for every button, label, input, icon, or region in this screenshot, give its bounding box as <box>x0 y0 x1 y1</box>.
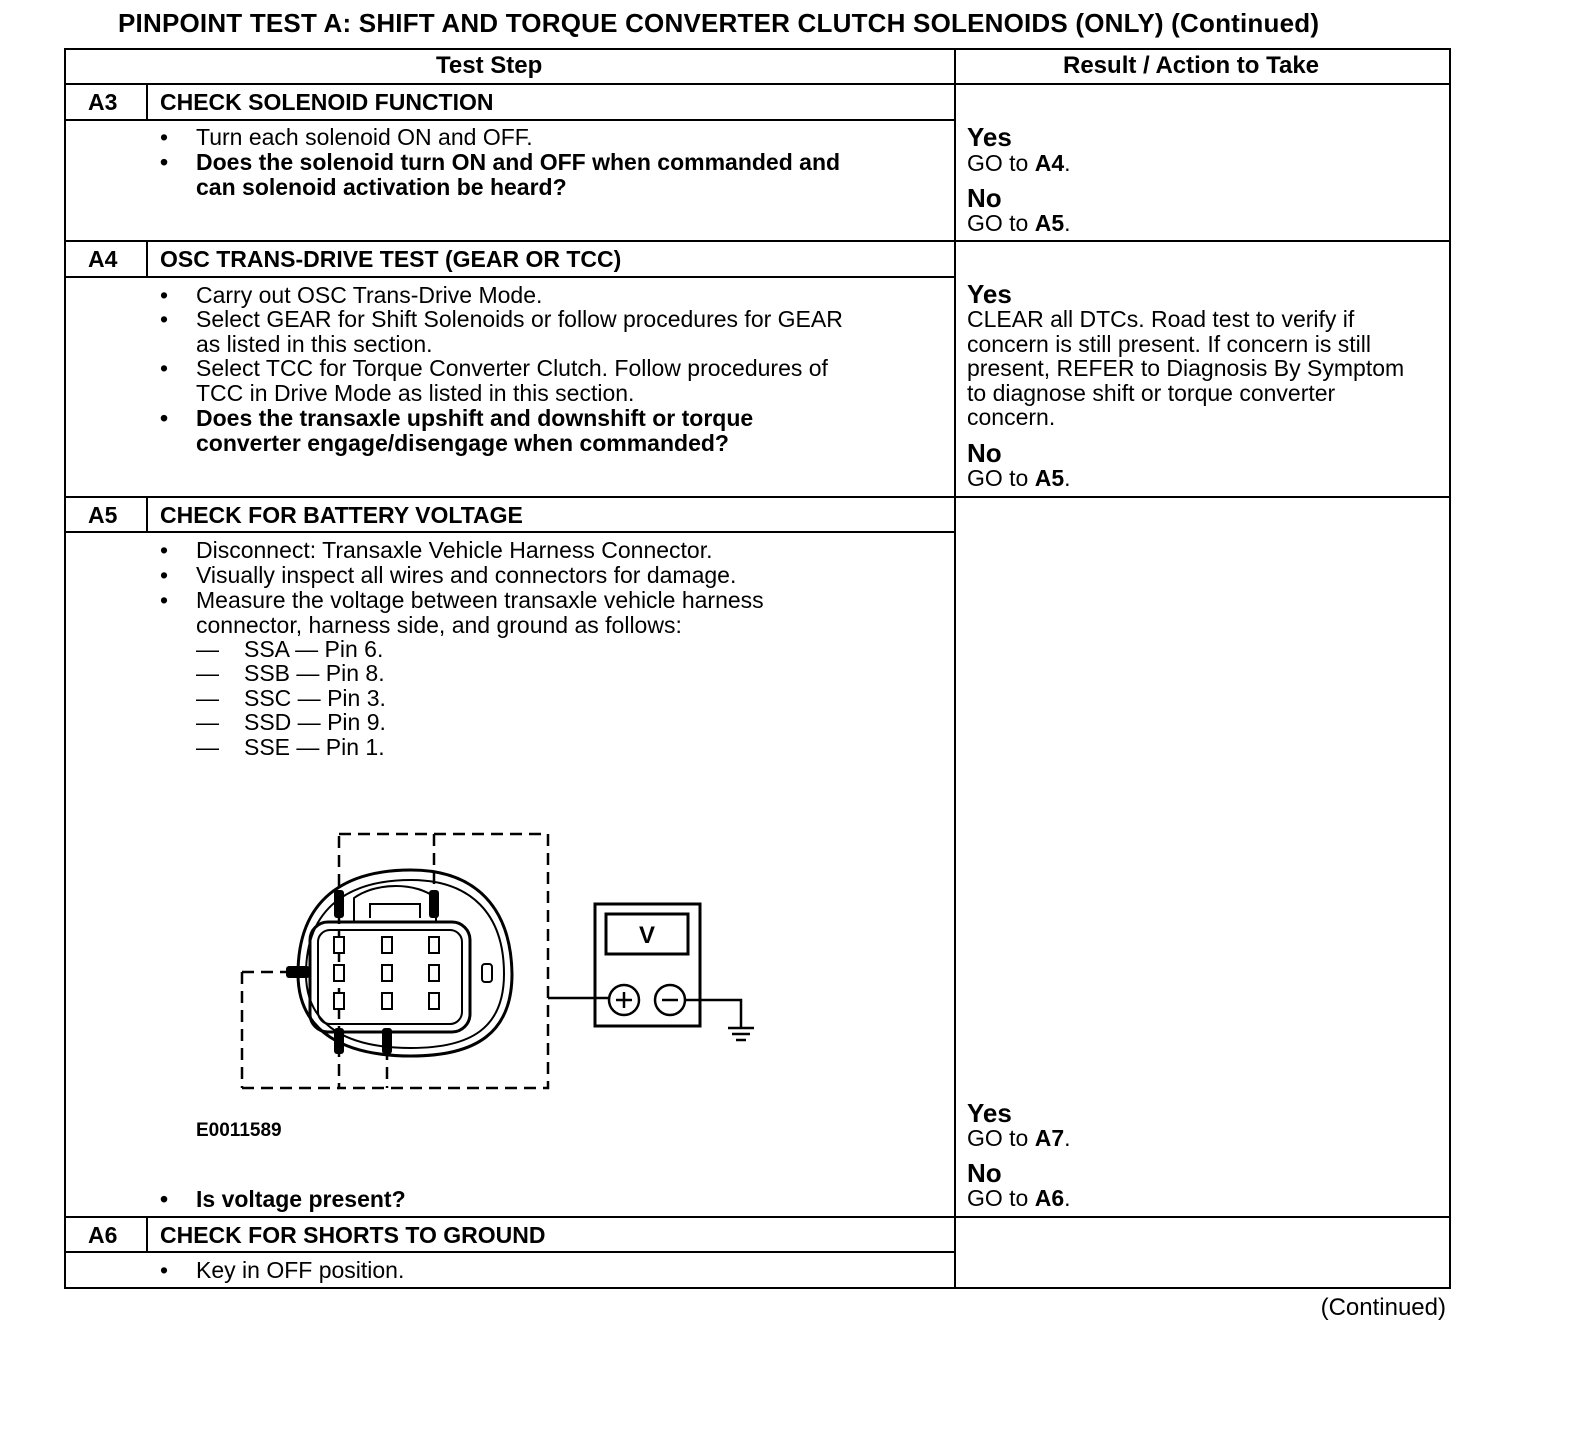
pin-item: — SSB — Pin 8. <box>196 660 385 686</box>
step-link[interactable]: A5 <box>1034 465 1065 491</box>
step-id-divider <box>146 241 148 277</box>
step-bullet: • Select GEAR for Shift Solenoids or follow procedures for GEAR as listed in this section. <box>160 306 843 357</box>
page-title: PINPOINT TEST A: SHIFT AND TORQUE CONVERTER CLUTCH SOLENOIDS (ONLY) (Continued) <box>118 8 1320 38</box>
probe-lead-dashed <box>339 834 548 1088</box>
harness-connector <box>298 870 512 1056</box>
row-divider <box>64 531 955 533</box>
result-no-action: GO to A6. <box>967 1185 1071 1211</box>
header-test-step: Test Step <box>436 52 543 79</box>
step-bullet: • Select TCC for Torque Converter Clutch. Follow procedures of TCC in Drive Mode as listed in this section. <box>160 355 828 406</box>
result-yes-label: Yes <box>967 122 1012 152</box>
pin-item: — SSE — Pin 1. <box>196 734 385 760</box>
step-title: CHECK FOR SHORTS TO GROUND <box>160 1222 546 1248</box>
step-title: CHECK FOR BATTERY VOLTAGE <box>160 502 523 528</box>
step-id: A6 <box>88 1222 118 1248</box>
row-divider <box>64 240 1451 242</box>
step-bullet: • Measure the voltage between transaxle vehicle harness connector, harness side, and ground as follows: <box>160 587 764 638</box>
result-no-label: No <box>967 1158 1002 1188</box>
result-yes-label: Yes <box>967 279 1012 309</box>
row-divider <box>64 1216 1451 1218</box>
step-bullet: • Carry out OSC Trans-Drive Mode. <box>160 282 543 308</box>
header-result-action: Result / Action to Take <box>1063 52 1320 79</box>
voltmeter-label: V <box>638 922 656 949</box>
row-divider <box>64 496 1451 498</box>
result-no-label: No <box>967 438 1002 468</box>
step-question: • Does the transaxle upshift and downshift or torque converter engage/disengage when commanded? <box>160 405 754 456</box>
step-bullet: • Turn each solenoid ON and OFF. <box>160 124 533 150</box>
step-title: CHECK SOLENOID FUNCTION <box>160 89 494 115</box>
figure-id: E0011589 <box>196 1120 282 1141</box>
column-divider <box>954 48 956 1289</box>
result-yes-label: Yes <box>967 1098 1012 1128</box>
result-yes-action: GO to A4. <box>967 150 1071 176</box>
result-no-action: GO to A5. <box>967 210 1071 236</box>
result-no-label: No <box>967 183 1002 213</box>
ground-icon <box>685 1000 754 1040</box>
step-link[interactable]: A6 <box>1034 1185 1065 1211</box>
step-link[interactable]: A4 <box>1034 150 1065 176</box>
step-bullet: • Key in OFF position. <box>160 1257 405 1283</box>
step-bullet: • Disconnect: Transaxle Vehicle Harness Connector. <box>160 537 713 563</box>
step-id: A5 <box>88 502 118 528</box>
header-divider <box>64 83 1451 85</box>
connector-pins <box>334 937 439 1009</box>
voltmeter-icon <box>595 904 700 1026</box>
pin-item: — SSD — Pin 9. <box>196 709 386 735</box>
step-link[interactable]: A7 <box>1034 1125 1065 1151</box>
step-id-divider <box>146 84 148 120</box>
step-title: OSC TRANS-DRIVE TEST (GEAR OR TCC) <box>160 246 622 272</box>
probe-tips <box>286 890 439 1054</box>
row-divider <box>64 1251 955 1253</box>
continued-note: (Continued) <box>1320 1294 1446 1321</box>
row-divider <box>64 119 955 121</box>
step-link[interactable]: A5 <box>1034 210 1065 236</box>
pin-item: — SSA — Pin 6. <box>196 636 384 662</box>
result-yes-action: CLEAR all DTCs. Road test to verify if concern is still present. If concern is still present, REFER to Diagnosis By Symptom to diagnose shift or torque converter concern. <box>967 306 1405 430</box>
step-id: A3 <box>88 89 118 115</box>
step-question: • Does the solenoid turn ON and OFF when commanded and can solenoid activation be heard? <box>160 149 841 200</box>
connector-voltmeter-diagram <box>236 828 776 1098</box>
result-yes-action: GO to A7. <box>967 1125 1071 1151</box>
result-no-action: GO to A5. <box>967 465 1071 491</box>
pin-item: — SSC — Pin 3. <box>196 685 386 711</box>
row-divider <box>64 276 955 278</box>
step-id-divider <box>146 497 148 533</box>
step-question: • Is voltage present? <box>160 1186 406 1212</box>
step-bullet: • Visually inspect all wires and connectors for damage. <box>160 562 737 588</box>
step-id: A4 <box>88 246 118 272</box>
step-id-divider <box>146 1217 148 1253</box>
